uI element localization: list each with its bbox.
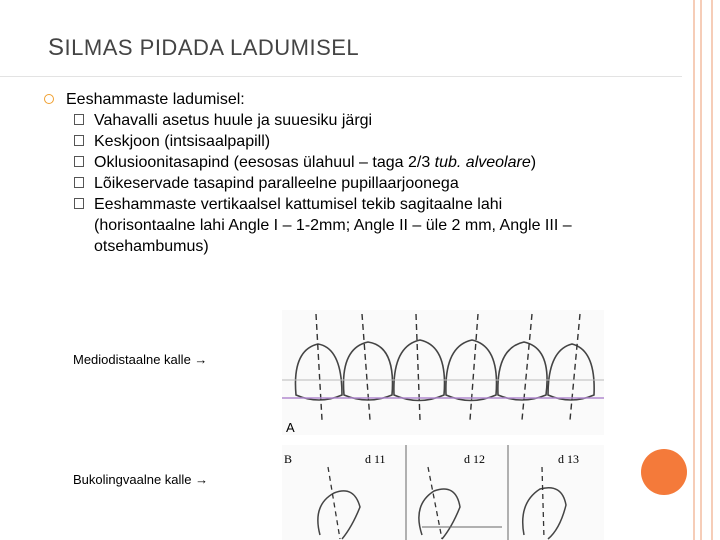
tooth-row [295,340,594,401]
square-bullet-icon [74,177,84,188]
slide-title [48,34,359,62]
overbite-text: Eeshammaste vertikaalsel kattumisel tekib sagitaalne lahi (horisontaalne lahi Angle I – 1-2mm; Angle II – üle 2 mm, Angle III – otsehambumus) [94,196,572,255]
caption-buccolingual: Bukolingvaalne kalle → [73,472,209,487]
profile-teeth [318,488,566,539]
decorative-line [700,0,702,540]
square-bullet-icon [74,198,84,209]
sub-bullet-text: Lõikeservade tasapind paralleelne pupillaarjoonega [94,175,459,192]
tooth-axis [428,467,442,539]
tooth-label-13: d 13 [558,452,579,466]
tooth-axis [328,467,340,539]
sub-bullet [44,110,604,131]
slide-title-initial: S [48,34,65,61]
caption-mesiodistal: Mediodistaalne kalle → [73,352,208,367]
buccolingual-figure [282,445,604,540]
square-bullet-icon [74,114,84,125]
reference-lines [406,445,508,540]
ring-bullet-icon [44,94,54,104]
tooth-outline [498,342,547,400]
main-bullet [44,89,604,110]
sub-bullet [44,173,604,194]
tooth-axis [470,314,478,420]
square-bullet-icon [74,156,84,167]
tooth-outline [394,340,445,401]
tooth-outline [446,340,497,401]
tooth-outline [344,342,393,400]
tooth-profile [419,489,460,539]
sub-bullet-text: Vahavalli asetus huule ja suuesiku järgi [94,112,373,129]
sub-bullet [44,131,604,152]
figure-letter-b: B [284,452,293,466]
profile-axes [328,467,544,539]
tooth-axis [362,314,370,420]
occlusion-italic: tub. alveolare [434,154,531,171]
mesiodistal-figure [282,310,604,435]
title-divider [0,76,682,77]
sub-bullet [44,194,604,257]
square-bullet-icon [74,135,84,146]
decorative-line [693,0,695,540]
figure-letter-a: A [286,420,295,435]
tooth-axis [522,314,532,420]
sub-bullet-text: Keskjoon (intsisaalpapill) [94,133,271,150]
slide-title-rest: ILMAS PIDADA LADUMISEL [64,35,360,60]
tooth-axis [316,314,322,420]
tooth-axis [542,467,544,539]
tooth-outline [548,344,594,400]
tooth-label-11: d 11 [365,452,386,466]
sub-bullet [44,152,604,173]
decorative-line [711,0,713,540]
slide-content [44,86,604,257]
tooth-axis [570,314,580,420]
orange-accent-circle [641,449,687,495]
tooth-outline [295,344,342,400]
tooth-axis [416,314,420,420]
occlusion-text: Oklusioonitasapind (eesosas ülahuul – taga 2/3 [94,154,435,171]
occlusion-end: ) [530,154,537,171]
tooth-label-12: d 12 [464,452,485,466]
main-bullet-text: Eeshammaste ladumisel: [66,91,245,108]
